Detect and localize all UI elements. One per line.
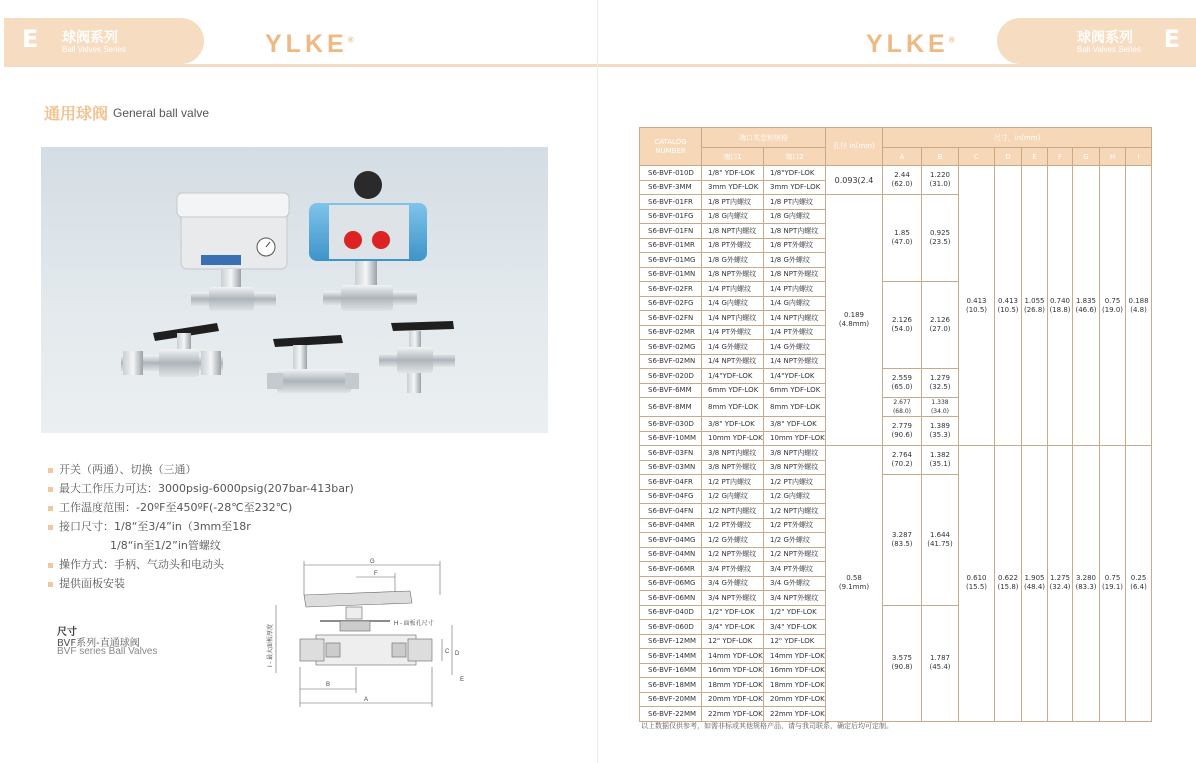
dim-label-f: F (374, 571, 378, 577)
dimension-drawing (260, 555, 480, 715)
series-title-en: Ball Valves Series (1077, 45, 1141, 54)
catalog-number: S6-BVF-06MR (640, 562, 702, 577)
dim-e-cell: 1.055 (26.8) (1022, 166, 1048, 446)
port1-spec: 1/2 NPT外螺纹 (702, 547, 764, 562)
spec-table-body (640, 166, 1152, 722)
port2-spec: 3mm YDF-LOK (764, 180, 826, 195)
port2-spec: 1/4 NPT外螺纹 (764, 354, 826, 369)
dim-a-cell: 2.764 (70.2) (883, 446, 922, 475)
header-col-g: G (1073, 148, 1100, 166)
dim-label-c: C (445, 649, 450, 655)
dim-e-cell: 1.905 (48.4) (1022, 446, 1048, 722)
dim-a-cell: 3.287 (83.5) (883, 475, 922, 606)
header-tab-right (997, 18, 1196, 64)
dim-b-cell: 2.126 (27.0) (922, 282, 959, 369)
header-col-h: H (1100, 148, 1126, 166)
port1-spec: 22mm YDF-LOK (702, 707, 764, 722)
bullet-icon (48, 468, 53, 473)
bullet-icon (48, 582, 53, 587)
catalog-number: S6-BVF-12MM (640, 634, 702, 649)
bullet-icon (48, 506, 53, 511)
pneumatic-actuator-valve (309, 171, 427, 311)
table-row (640, 446, 1152, 461)
dim-b-cell: 1.644 (41.75) (922, 475, 959, 606)
catalog-number: S6-BVF-02MR (640, 325, 702, 340)
port1-spec: 1/8 NPT外螺纹 (702, 267, 764, 282)
catalog-number: S6-BVF-04FG (640, 489, 702, 504)
header-col-e: E (1022, 148, 1048, 166)
catalog-number: S6-BVF-6MM (640, 383, 702, 398)
dim-label-b: B (326, 682, 331, 688)
port2-spec: 1/8 PT内螺纹 (764, 195, 826, 210)
port2-spec: 3/8 NPT外螺纹 (764, 460, 826, 475)
dim-a-cell: 1.85 (47.0) (883, 195, 922, 282)
series-title-zh: 球阀系列 (1077, 30, 1133, 46)
port2-spec: 1/4"YDF-LOK (764, 369, 826, 384)
header-port1: 端口1 (702, 148, 764, 166)
catalog-number: S6-BVF-03FN (640, 446, 702, 461)
catalog-number: S6-BVF-04MR (640, 518, 702, 533)
catalog-number: S6-BVF-16MM (640, 663, 702, 678)
dim-b-cell: 1.389 (35.3) (922, 417, 959, 446)
catalog-number: S6-BVF-020D (640, 369, 702, 384)
port2-spec: 12" YDF-LOK (764, 634, 826, 649)
header-catalog: CATALOG NUMBER (640, 128, 702, 166)
port1-spec: 10mm YDF-LOK (702, 431, 764, 446)
dimension-title: 尺寸 (57, 627, 77, 638)
orifice-cell: 0.189 (4.8mm) (826, 195, 883, 446)
header-connection: 端口类型和规格 (702, 128, 826, 148)
catalog-number: S6-BVF-02MN (640, 354, 702, 369)
dim-a-cell: 2.779 (90.6) (883, 417, 922, 446)
port2-spec: 16mm YDF-LOK (764, 663, 826, 678)
catalog-number: S6-BVF-18MM (640, 678, 702, 693)
dim-h-cell: 0.75 (19.0) (1100, 166, 1126, 446)
port1-spec: 1/4 PT内螺纹 (702, 282, 764, 297)
port1-spec: 1/4 NPT内螺纹 (702, 311, 764, 326)
port1-spec: 1/2 G外螺纹 (702, 533, 764, 548)
port2-spec: 3/4 NPT外螺纹 (764, 591, 826, 606)
port1-spec: 1/2 PT内螺纹 (702, 475, 764, 490)
section-letter: E (1163, 25, 1180, 53)
port1-spec: 1/2 G内螺纹 (702, 489, 764, 504)
dimension-subtitle-en: BVF series Ball Valves (57, 646, 158, 657)
port2-spec: 1/8"YDF-LOK (764, 166, 826, 181)
port2-spec: 1/8 PT外螺纹 (764, 238, 826, 253)
port2-spec: 1/2 G内螺纹 (764, 489, 826, 504)
dim-g-cell: 3.280 (83.3) (1073, 446, 1100, 722)
catalog-number: S6-BVF-02FG (640, 296, 702, 311)
dim-label-a: A (364, 697, 369, 703)
port2-spec: 3/4 G外螺纹 (764, 576, 826, 591)
list-item: 最大工作压力可达：3000psig-6000psig(207bar-413bar) (48, 480, 368, 499)
port2-spec: 1/2" YDF-LOK (764, 605, 826, 620)
port2-spec: 3/4 PT外螺纹 (764, 562, 826, 577)
port1-spec: 3/4 G外螺纹 (702, 576, 764, 591)
product-photo (41, 147, 548, 433)
dim-a-cell: 2.559 (65.0) (883, 369, 922, 398)
port2-spec: 1/8 NPT内螺纹 (764, 224, 826, 239)
catalog-number: S6-BVF-04FR (640, 475, 702, 490)
port2-spec: 3/4" YDF-LOK (764, 620, 826, 635)
dim-h-cell: 0.75 (19.1) (1100, 446, 1126, 722)
port1-spec: 1/4 G内螺纹 (702, 296, 764, 311)
page-title-en: General ball valve (113, 106, 210, 120)
catalog-number: S6-BVF-01MN (640, 267, 702, 282)
handle-valve-panel-mount (379, 321, 455, 393)
handle-valve-threaded (267, 335, 359, 393)
dim-b-cell: 1.382 (35.1) (922, 446, 959, 475)
table-row (640, 166, 1152, 181)
port1-spec: 1/8 G外螺纹 (702, 253, 764, 268)
header-col-f: F (1048, 148, 1073, 166)
port2-spec: 1/8 G外螺纹 (764, 253, 826, 268)
electric-actuator-valve (177, 193, 289, 311)
dim-b-cell: 0.925 (23.5) (922, 195, 959, 282)
port1-spec: 1/2 PT外螺纹 (702, 518, 764, 533)
port1-spec: 3/4 NPT外螺纹 (702, 591, 764, 606)
port2-spec: 1/4 G内螺纹 (764, 296, 826, 311)
dim-c-cell: 0.610 (15.5) (959, 446, 995, 722)
catalog-number: S6-BVF-04FN (640, 504, 702, 519)
list-item: 工作温度范围：-20ºF至450ºF(-28℃至232℃) (48, 499, 368, 518)
dim-i-cell: 0.188 (4.8) (1126, 166, 1152, 446)
port2-spec: 3/8 NPT内螺纹 (764, 446, 826, 461)
port1-spec: 1/8 G内螺纹 (702, 209, 764, 224)
port1-spec: 1/4 PT外螺纹 (702, 325, 764, 340)
catalog-number: S6-BVF-14MM (640, 649, 702, 664)
port1-spec: 1/8" YDF-LOK (702, 166, 764, 181)
port2-spec: 3/8" YDF-LOK (764, 417, 826, 432)
ball-valves-illustration (41, 147, 548, 433)
port1-spec: 8mm YDF-LOK (702, 398, 764, 417)
catalog-number: S6-BVF-030D (640, 417, 702, 432)
spec-table (639, 127, 1152, 722)
brand-logo: YLKE® (265, 30, 354, 58)
dim-a-cell: 2.126 (54.0) (883, 282, 922, 369)
table-footnote: 以上数据仅供参考，如需非标或其他规格产品，请与我司联系，确定后均可定制。 (641, 722, 893, 730)
port2-spec: 1/4 G外螺纹 (764, 340, 826, 355)
dim-d-cell: 0.413 (10.5) (995, 166, 1022, 446)
port1-spec: 1/4"YDF-LOK (702, 369, 764, 384)
catalog-number: S6-BVF-04MN (640, 547, 702, 562)
header-divider (4, 64, 1196, 67)
port1-spec: 1/8 PT外螺纹 (702, 238, 764, 253)
port1-spec: 12" YDF-LOK (702, 634, 764, 649)
section-letter: E (22, 25, 39, 53)
port1-spec: 3/4" YDF-LOK (702, 620, 764, 635)
catalog-number: S6-BVF-22MM (640, 707, 702, 722)
catalog-number: S6-BVF-20MM (640, 692, 702, 707)
catalog-number: S6-BVF-02FR (640, 282, 702, 297)
dimension-subtitle-zh: BVF系列-直通球阀 (57, 638, 140, 649)
catalog-number: S6-BVF-8MM (640, 398, 702, 417)
dim-b-cell: 1.787 (45.4) (922, 605, 959, 721)
port2-spec: 1/2 PT内螺纹 (764, 475, 826, 490)
header-dimensions: 尺寸，in(mm) (883, 128, 1152, 148)
catalog-number: S6-BVF-010D (640, 166, 702, 181)
catalog-number: S6-BVF-04MG (640, 533, 702, 548)
dim-f-cell: 1.275 (32.4) (1048, 446, 1073, 722)
port2-spec: 18mm YDF-LOK (764, 678, 826, 693)
port1-spec: 3/4 PT外螺纹 (702, 562, 764, 577)
port2-spec: 1/4 NPT内螺纹 (764, 311, 826, 326)
dim-c-cell: 0.413 (10.5) (959, 166, 995, 446)
port1-spec: 16mm YDF-LOK (702, 663, 764, 678)
header-orifice: 孔径 in(mm) (826, 128, 883, 166)
bullet-icon (48, 487, 53, 492)
dim-a-cell: 2.44 (62.0) (883, 166, 922, 195)
dim-label-h: H - 面板孔尺寸 (394, 621, 434, 627)
dim-label-i: I - 最大面板厚度 (268, 624, 274, 667)
port1-spec: 18mm YDF-LOK (702, 678, 764, 693)
dim-g-cell: 1.835 (46.6) (1073, 166, 1100, 446)
port1-spec: 1/8 NPT内螺纹 (702, 224, 764, 239)
header-col-b: B (922, 148, 959, 166)
catalog-number: S6-BVF-02MG (640, 340, 702, 355)
catalog-number: S6-BVF-01FR (640, 195, 702, 210)
port2-spec: 1/2 NPT外螺纹 (764, 547, 826, 562)
list-item: 1/8“in至1/2”in管螺纹 (110, 539, 221, 552)
port2-spec: 6mm YDF-LOK (764, 383, 826, 398)
catalog-number: S6-BVF-02FN (640, 311, 702, 326)
dim-b-cell: 1.220 (31.0) (922, 166, 959, 195)
handle-valve-small (121, 323, 223, 377)
port2-spec: 20mm YDF-LOK (764, 692, 826, 707)
catalog-number: S6-BVF-01FN (640, 224, 702, 239)
catalog-number: S6-BVF-060D (640, 620, 702, 635)
list-item: 开关（两通）、切换（三通） (48, 461, 368, 480)
port2-spec: 1/8 G内螺纹 (764, 209, 826, 224)
bullet-icon (48, 563, 53, 568)
port2-spec: 1/2 NPT内螺纹 (764, 504, 826, 519)
catalog-number: S6-BVF-06MN (640, 591, 702, 606)
port2-spec: 1/2 PT外螺纹 (764, 518, 826, 533)
dim-label-e: E (460, 677, 465, 683)
page-title-zh: 通用球阀 (44, 104, 109, 123)
catalog-number: S6-BVF-040D (640, 605, 702, 620)
port1-spec: 14mm YDF-LOK (702, 649, 764, 664)
header-tab-left (4, 18, 204, 64)
series-title-zh: 球阀系列 (62, 30, 118, 46)
header-port2: 端口2 (764, 148, 826, 166)
page-fold (597, 0, 598, 763)
port2-spec: 10mm YDF-LOK (764, 431, 826, 446)
orifice-cell: 0.093(2.4 (826, 166, 883, 195)
port2-spec: 22mm YDF-LOK (764, 707, 826, 722)
dim-f-cell: 0.740 (18.8) (1048, 166, 1073, 446)
catalog-number: S6-BVF-03MN (640, 460, 702, 475)
header-col-a: A (883, 148, 922, 166)
dim-d-cell: 0.622 (15.8) (995, 446, 1022, 722)
dim-a-cell: 3.575 (90.8) (883, 605, 922, 721)
port1-spec: 1/4 G外螺纹 (702, 340, 764, 355)
catalog-number: S6-BVF-06MG (640, 576, 702, 591)
header-col-c: C (959, 148, 995, 166)
catalog-number: S6-BVF-01MG (640, 253, 702, 268)
dim-label-d: D (455, 651, 460, 657)
catalog-number: S6-BVF-10MM (640, 431, 702, 446)
dim-b-cell: 1.279 (32.5) (922, 369, 959, 398)
port1-spec: 20mm YDF-LOK (702, 692, 764, 707)
header-col-d: D (995, 148, 1022, 166)
list-item: 提供面板安装 (48, 575, 368, 594)
dim-label-g: G (370, 559, 375, 565)
port1-spec: 1/2 NPT内螺纹 (702, 504, 764, 519)
port2-spec: 1/8 NPT外螺纹 (764, 267, 826, 282)
catalog-number: S6-BVF-3MM (640, 180, 702, 195)
port1-spec: 6mm YDF-LOK (702, 383, 764, 398)
port1-spec: 3mm YDF-LOK (702, 180, 764, 195)
port2-spec: 8mm YDF-LOK (764, 398, 826, 417)
port1-spec: 3/8 NPT外螺纹 (702, 460, 764, 475)
catalog-number: S6-BVF-01MR (640, 238, 702, 253)
port2-spec: 1/2 G外螺纹 (764, 533, 826, 548)
port1-spec: 3/8" YDF-LOK (702, 417, 764, 432)
list-item: 操作方式：手柄、气动头和电动头 (48, 556, 368, 575)
dim-a-cell: 2.677 (68.0) (883, 398, 922, 417)
port2-spec: 1/4 PT内螺纹 (764, 282, 826, 297)
catalog-number: S6-BVF-01FG (640, 209, 702, 224)
port1-spec: 1/2" YDF-LOK (702, 605, 764, 620)
port1-spec: 1/4 NPT外螺纹 (702, 354, 764, 369)
list-item: 接口尺寸：1/8“至3/4”in（3mm至18r (48, 518, 368, 537)
port1-spec: 3/8 NPT内螺纹 (702, 446, 764, 461)
port2-spec: 1/4 PT外螺纹 (764, 325, 826, 340)
series-title-en: Ball Valves Series (62, 45, 126, 54)
dim-b-cell: 1.338 (34.0) (922, 398, 959, 417)
port1-spec: 1/8 PT内螺纹 (702, 195, 764, 210)
orifice-cell: 0.58 (9.1mm) (826, 446, 883, 722)
dim-i-cell: 0.25 (6.4) (1126, 446, 1152, 722)
header-col-i: I (1126, 148, 1152, 166)
bullet-icon (48, 525, 53, 530)
brand-logo: YLKE® (866, 30, 955, 58)
port2-spec: 14mm YDF-LOK (764, 649, 826, 664)
